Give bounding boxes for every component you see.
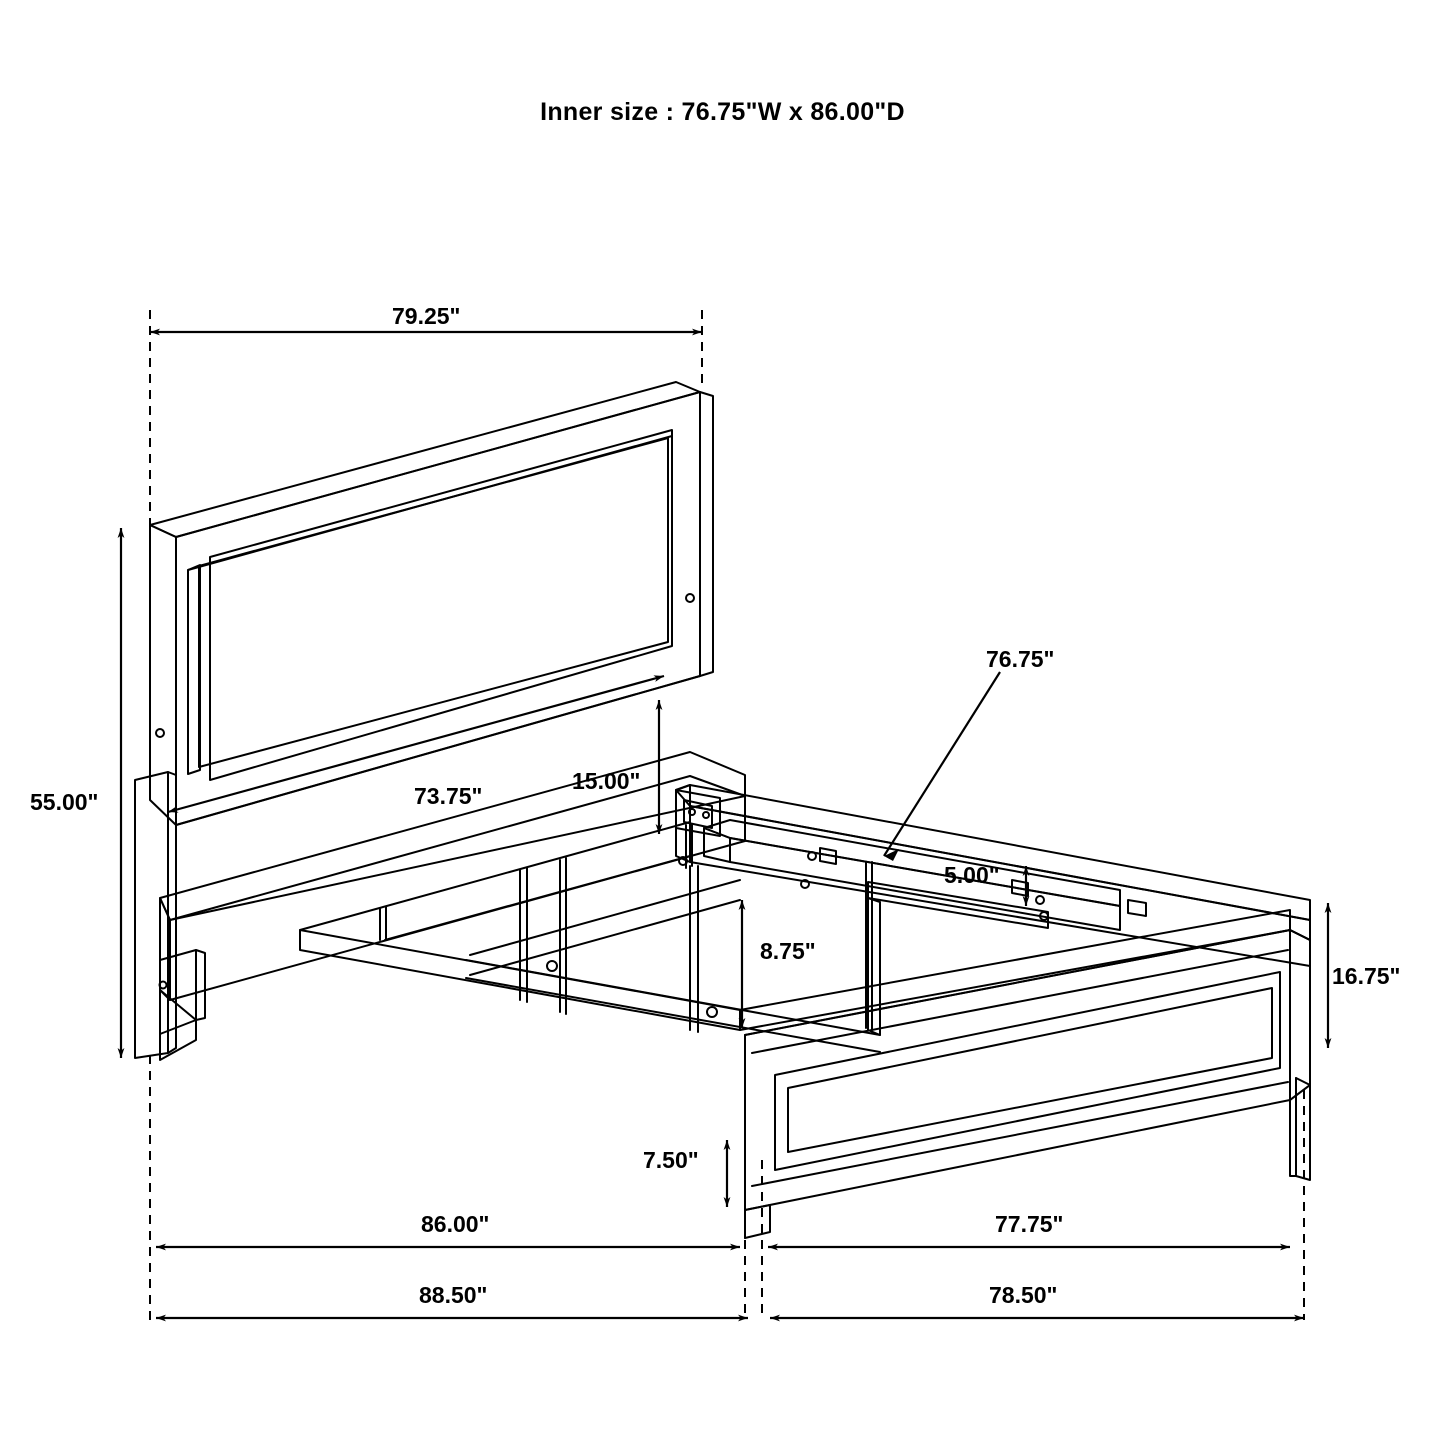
dimension-label-inner-width: 76.75": [986, 646, 1055, 672]
dimension-label-slat-thickness: 5.00": [944, 862, 1000, 888]
dimension-label-headboard-height: 55.00": [30, 789, 99, 815]
dimension-label-headboard-panel-width: 73.75": [414, 783, 483, 809]
dimension-label-footboard-ground: 7.50": [643, 1147, 699, 1173]
dimension-label-rail-to-headboard: 15.00": [572, 768, 641, 794]
dimension-label-footboard-height: 16.75": [1332, 963, 1401, 989]
dimension-label-overall-width: 78.50": [989, 1282, 1058, 1308]
dimension-label-deck-clearance: 8.75": [760, 938, 816, 964]
dimension-label-overall-length: 88.50": [419, 1282, 488, 1308]
dimension-label-headboard-width: 79.25": [392, 303, 461, 329]
page-title: Inner size : 76.75"W x 86.00"D: [540, 98, 905, 126]
dimension-label-footboard-width: 77.75": [995, 1211, 1064, 1237]
dimension-label-bed-length: 86.00": [421, 1211, 490, 1237]
